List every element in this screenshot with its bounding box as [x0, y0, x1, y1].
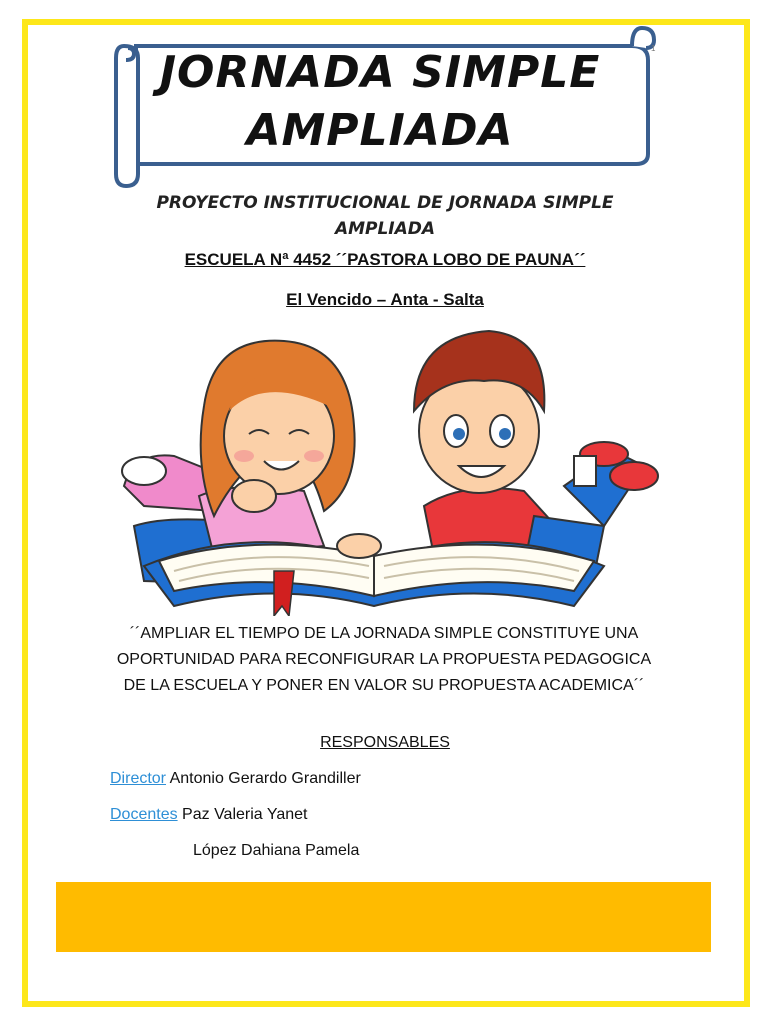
docentes-line [110, 806, 307, 824]
project-quote: ´´AMPLIAR EL TIEMPO DE LA JORNADA SIMPLE CONSTITUYE UNA OPORTUNIDAD PARA RECONFIGURAR LA PROPUESTA PEDAGOGICA DE LA ESCUELA Y PONER EN VALOR SU PROPUESTA ACADEMICA´´ [116, 625, 652, 694]
docentes-label: Docentes [110, 806, 178, 823]
school-location: El Vencido – Anta - Salta [286, 290, 484, 309]
footer-bar [56, 882, 711, 952]
children-reading-book-illustration [104, 316, 664, 616]
project-subtitle: PROYECTO INSTITUCIONAL DE JORNADA SIMPLE AMPLIADA [156, 193, 614, 239]
docente-name-2: López Dahiana Pamela [193, 842, 360, 859]
docente-line-2 [193, 842, 359, 860]
page-title [140, 44, 620, 160]
title-line-2: AMPLIADA [246, 105, 514, 156]
page-number: 1 [651, 44, 656, 53]
director-label: Director [110, 770, 167, 787]
title-line-1: JORNADA SIMPLE [159, 47, 601, 98]
director-name: Antonio Gerardo Grandiller [169, 770, 361, 787]
director-line [110, 770, 361, 788]
responsables-heading: RESPONSABLES [320, 734, 450, 751]
school-name: ESCUELA Nª 4452 ´´PASTORA LOBO DE PAUNA´´ [184, 250, 586, 269]
docente-name-1: Paz Valeria Yanet [182, 806, 308, 823]
